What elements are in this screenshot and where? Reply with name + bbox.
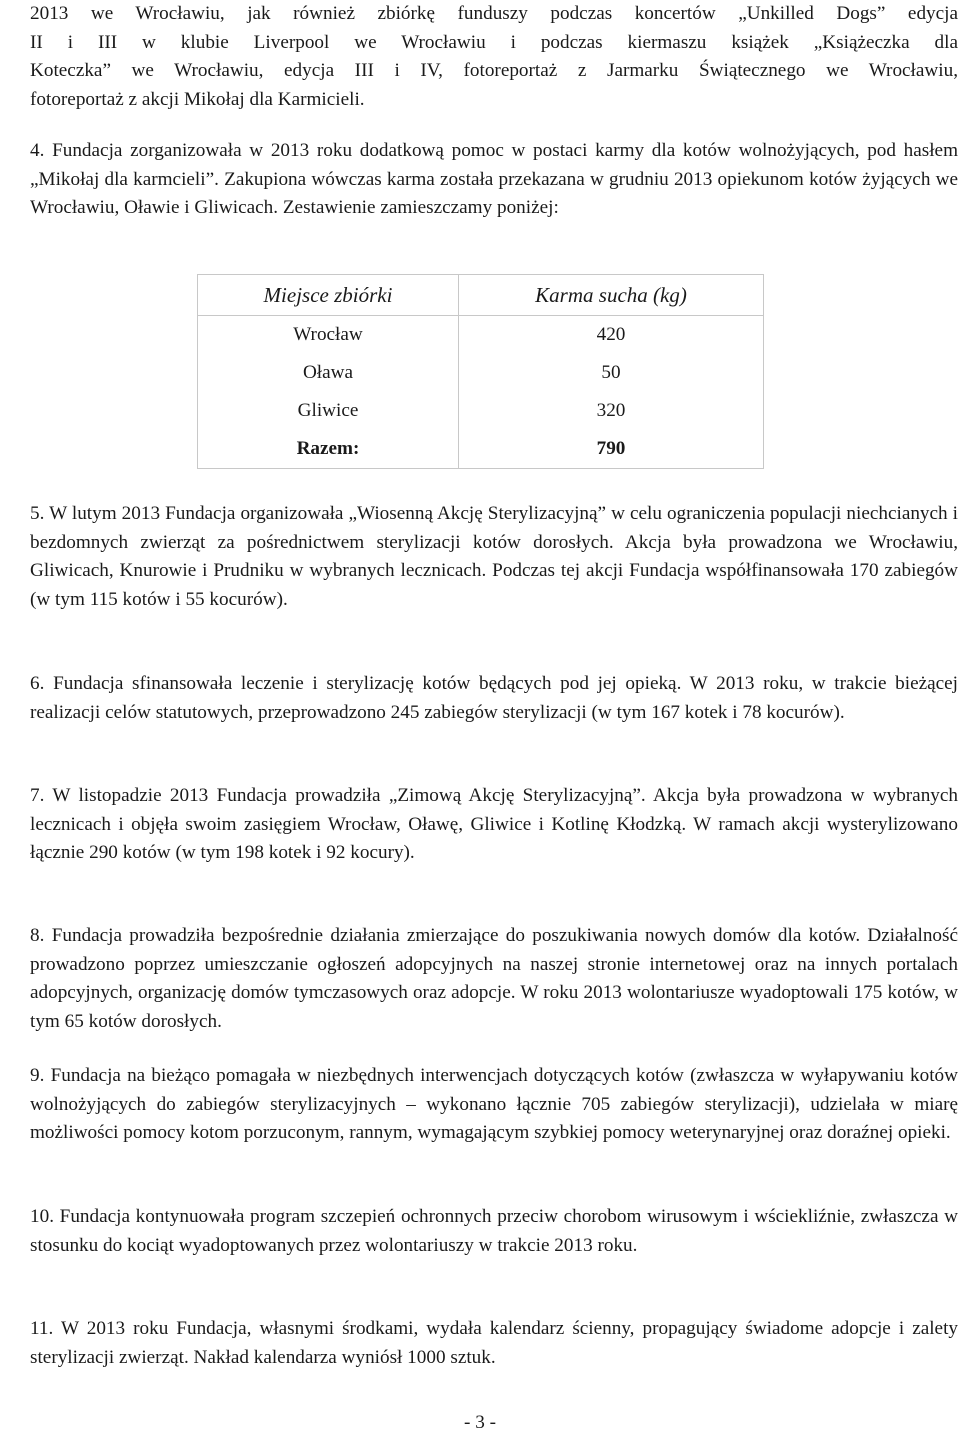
- item-number: 8.: [30, 925, 45, 946]
- table-row: [198, 316, 764, 355]
- item-number: 4.: [30, 140, 45, 161]
- intro-line: 2013 we Wrocławiu, jak również zbiórkę funduszy podczas koncertów „Unkilled Dogs” edycja: [30, 3, 958, 24]
- item-number: 10.: [30, 1206, 54, 1227]
- list-item: [30, 922, 958, 1036]
- table-total-row: [198, 430, 764, 469]
- item-number: 9.: [30, 1065, 45, 1086]
- food-summary-table: [197, 274, 764, 469]
- item-text: W lutym 2013 Fundacja organizowała „Wiosenną Akcję Sterylizacyjną” w celu ograniczenia populacji niechcianych i bezdomnych zwierząt za pośrednictwem sterylizacji kotów dorosłych. Akcja była prowadzona we Wrocławiu, Gliwicach, Knurowie i Prudniku w wybranych lecznicach. Podczas tej akcji Fundacja współfinansowała 170 zabiegów (w tym 115 kotów i 55 kocurów).: [30, 503, 958, 610]
- table-header-row: [198, 275, 764, 316]
- intro-paragraph: [30, 0, 958, 114]
- list-item: [30, 1062, 958, 1148]
- item-text: W listopadzie 2013 Fundacja prowadziła „Zimową Akcję Sterylizacyjną”. Akcja była prowadzona w wybranych lecznicach i objęła swoim zasięgiem Wrocław, Oławę, Gliwice i Kotlinę Kłodzką. W ramach akcji wysterylizowano łącznie 290 kotów (w tym 198 kotek i 92 kocury).: [30, 785, 959, 863]
- item-number: 6.: [30, 673, 45, 694]
- item-text: Fundacja zorganizowała w 2013 roku dodatkową pomoc w postaci karmy dla kotów wolnożyjących, pod hasłem „Mikołaj dla karmcieli”. Zakupiona wówczas karma została przekazana w grudniu 2013 opiekunom kotów żyjących we Wrocławiu, Oławie i Gliwicach. Zestawienie zamieszczamy poniżej:: [30, 140, 959, 218]
- intro-line: II i III w klubie Liverpool we Wrocławiu i podczas kiermaszu książek „Książeczka dla: [30, 31, 958, 53]
- table-cell-amount: 420: [459, 316, 764, 355]
- item-text: W 2013 roku Fundacja, własnymi środkami, wydała kalendarz ścienny, propagujący świadome adopcje i zalety sterylizacji zwierząt. Nakład kalendarza wyniósł 1000 sztuk.: [30, 1318, 958, 1368]
- table-header-cell: Karma sucha (kg): [459, 275, 764, 316]
- table-row: [198, 354, 764, 392]
- item-text: Fundacja sfinansowała leczenie i sterylizację kotów będących pod jej opieką. W 2013 roku, w trakcie bieżącej realizacji celów statutowych, przeprowadzono 245 zabiegów sterylizacji (w tym 167 kotek i 78 kocurów).: [30, 673, 958, 723]
- table-total-label: Razem:: [198, 430, 459, 469]
- item-number: 7.: [30, 785, 45, 806]
- table-row: [198, 392, 764, 430]
- page-number: - 3 -: [464, 1412, 496, 1433]
- table-cell-place: Oława: [198, 354, 459, 392]
- item-text: Fundacja kontynuowała program szczepień ochronnych przeciw chorobom wirusowym i wściekliźnie, zwłaszcza w stosunku do kociąt wyadoptowanych przez wolontariuszy w trakcie 2013 roku.: [30, 1206, 958, 1256]
- table-cell-place: Gliwice: [198, 392, 459, 430]
- item-text: Fundacja na bieżąco pomagała w niezbędnych interwencjach dotyczących kotów (zwłaszcza w wyłapywaniu kotów wolnożyjących do zabiegów sterylizacyjnych – wykonano łącznie 705 zabiegów sterylizacji), udzielała w miarę możliwości pomocy kotom porzuconym, rannym, wymagającym szybkiej pomocy weterynaryjnej oraz doraźnej opieki.: [30, 1065, 958, 1143]
- list-item: [30, 1315, 958, 1372]
- table-header-cell: Miejsce zbiórki: [198, 275, 459, 316]
- list-item: [30, 670, 958, 727]
- item-number: 5.: [30, 503, 45, 524]
- table-cell-place: Wrocław: [198, 316, 459, 355]
- list-item: [30, 137, 958, 223]
- table-cell-amount: 320: [459, 392, 764, 430]
- intro-line: fotoreportaż z akcji Mikołaj dla Karmicieli.: [30, 88, 365, 110]
- list-item: [30, 500, 958, 614]
- item-number: 11.: [30, 1318, 54, 1339]
- list-item: [30, 1203, 958, 1260]
- item-text: Fundacja prowadziła bezpośrednie działania zmierzające do poszukiwania nowych domów dla kotów. Działalność prowadzono poprzez umieszczanie ogłoszeń adopcyjnych na naszej stronie internetowej oraz na innych portalach adopcyjnych, organizację domów tymczasowych oraz adopcje. W roku 2013 wolontariusze wyadoptowali 175 kotów, w tym 65 kotów dorosłych.: [30, 925, 958, 1032]
- intro-line: Koteczka” we Wrocławiu, edycja III i IV, fotoreportaż z Jarmarku Świątecznego we Wrocławiu,: [30, 60, 958, 81]
- table-cell-amount: 50: [459, 354, 764, 392]
- table-total-value: 790: [459, 430, 764, 469]
- list-item: [30, 782, 958, 868]
